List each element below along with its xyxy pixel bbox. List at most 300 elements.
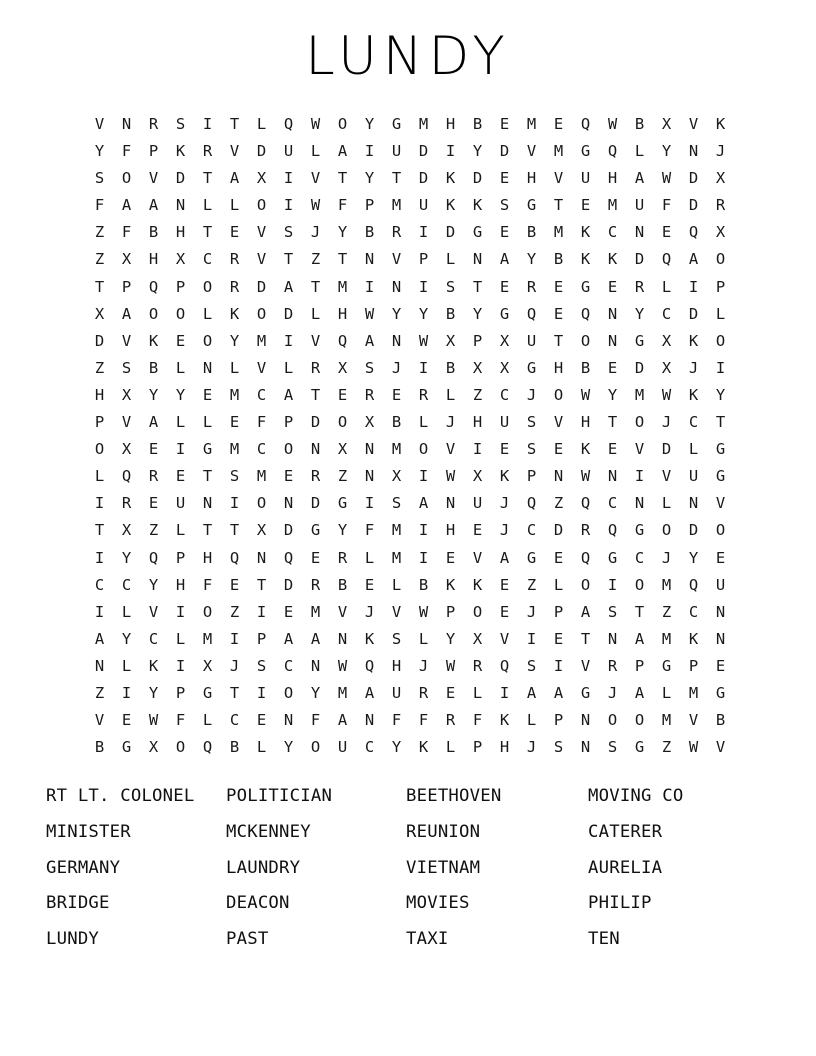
grid-cell: R: [418, 385, 429, 404]
grid-cell: M: [688, 683, 699, 702]
grid-cell: G: [634, 331, 645, 350]
grid-cell: X: [256, 521, 267, 540]
grid-cell: F: [202, 575, 213, 594]
grid-cell: A: [499, 250, 510, 269]
grid-cell: K: [580, 223, 591, 242]
grid-cell: S: [445, 277, 456, 296]
grid-cell: Q: [688, 223, 699, 242]
grid-cell: W: [661, 169, 672, 188]
grid-cell: D: [418, 142, 429, 161]
grid-cell: J: [688, 358, 699, 377]
grid-cell: V: [472, 548, 483, 567]
grid-row: [86, 436, 734, 463]
grid-cell: J: [499, 494, 510, 513]
grid-cell: G: [715, 467, 726, 486]
grid-cell: O: [661, 521, 672, 540]
grid-cell: V: [94, 115, 105, 133]
grid-cell: P: [472, 738, 483, 757]
grid-row: [86, 734, 734, 761]
grid-cell: D: [634, 250, 645, 269]
grid-cell: L: [310, 142, 321, 161]
grid-cell: T: [229, 115, 240, 133]
grid-cell: O: [283, 440, 294, 459]
grid-cell: E: [499, 169, 510, 188]
grid-cell: L: [661, 277, 672, 296]
grid-cell: F: [661, 196, 672, 215]
grid-cell: L: [445, 738, 456, 757]
grid-cell: H: [175, 575, 186, 594]
grid-cell: K: [472, 196, 483, 215]
grid-cell: P: [121, 277, 132, 296]
grid-cell: S: [553, 738, 564, 757]
grid-cell: G: [499, 304, 510, 323]
grid-cell: K: [607, 250, 618, 269]
grid-cell: E: [364, 575, 375, 594]
grid-cell: I: [229, 494, 240, 513]
grid-row: [86, 301, 734, 328]
grid-cell: L: [229, 358, 240, 377]
grid-cell: Q: [364, 656, 375, 675]
grid-cell: I: [175, 602, 186, 621]
grid-cell: O: [472, 602, 483, 621]
grid-cell: S: [499, 196, 510, 215]
grid-cell: U: [499, 413, 510, 432]
grid-row: [86, 328, 734, 355]
grid-row: [86, 517, 734, 544]
grid-cell: P: [445, 602, 456, 621]
grid-cell: O: [94, 440, 105, 459]
grid-cell: T: [94, 277, 105, 296]
grid-cell: J: [499, 521, 510, 540]
grid-cell: E: [607, 440, 618, 459]
word-list-item: MOVIES: [406, 893, 470, 914]
grid-cell: K: [688, 629, 699, 648]
grid-cell: M: [661, 575, 672, 594]
grid-cell: L: [391, 575, 402, 594]
grid-cell: D: [283, 575, 294, 594]
grid-cell: F: [121, 142, 132, 161]
grid-cell: P: [175, 277, 186, 296]
grid-cell: C: [256, 440, 267, 459]
grid-cell: Y: [229, 331, 240, 350]
grid-cell: X: [472, 358, 483, 377]
grid-cell: W: [580, 385, 591, 404]
grid-cell: I: [94, 494, 105, 513]
grid-cell: F: [391, 711, 402, 730]
grid-cell: O: [418, 440, 429, 459]
grid-cell: T: [310, 385, 321, 404]
grid-cell: H: [94, 385, 105, 404]
grid-cell: V: [256, 358, 267, 377]
grid-cell: E: [553, 548, 564, 567]
grid-row: [86, 165, 734, 192]
grid-cell: H: [472, 413, 483, 432]
grid-cell: O: [256, 304, 267, 323]
grid-cell: P: [94, 413, 105, 432]
grid-cell: G: [580, 277, 591, 296]
grid-cell: R: [607, 656, 618, 675]
grid-cell: L: [202, 413, 213, 432]
grid-cell: K: [688, 331, 699, 350]
grid-cell: S: [121, 358, 132, 377]
grid-cell: E: [553, 440, 564, 459]
grid-cell: Y: [526, 250, 537, 269]
grid-row: [86, 626, 734, 653]
grid-cell: G: [526, 196, 537, 215]
grid-cell: N: [364, 467, 375, 486]
grid-cell: G: [526, 548, 537, 567]
grid-cell: Z: [94, 223, 105, 242]
grid-cell: I: [364, 277, 375, 296]
grid-cell: Y: [148, 683, 159, 702]
grid-cell: T: [391, 169, 402, 188]
grid-cell: O: [580, 331, 591, 350]
grid-cell: V: [121, 413, 132, 432]
grid-cell: F: [256, 413, 267, 432]
grid-cell: X: [661, 115, 672, 133]
grid-cell: Z: [526, 575, 537, 594]
grid-row: [86, 355, 734, 382]
grid-cell: F: [175, 711, 186, 730]
grid-cell: Q: [607, 521, 618, 540]
grid-cell: O: [634, 711, 645, 730]
grid-cell: A: [337, 142, 348, 161]
grid-cell: X: [715, 169, 726, 188]
grid-cell: A: [364, 331, 375, 350]
grid-cell: T: [337, 169, 348, 188]
grid-row: [86, 707, 734, 734]
grid-cell: V: [94, 711, 105, 730]
grid-cell: A: [121, 196, 132, 215]
grid-cell: B: [148, 358, 159, 377]
grid-cell: R: [715, 196, 726, 215]
grid-cell: S: [364, 358, 375, 377]
grid-cell: W: [445, 467, 456, 486]
grid-row: [86, 680, 734, 707]
grid-cell: O: [634, 575, 645, 594]
grid-cell: T: [229, 521, 240, 540]
grid-cell: B: [337, 575, 348, 594]
grid-cell: Q: [283, 548, 294, 567]
grid-row: [86, 111, 734, 138]
grid-cell: G: [715, 440, 726, 459]
grid-cell: I: [526, 629, 537, 648]
grid-cell: O: [175, 304, 186, 323]
word-list-item: RT LT. COLONEL: [46, 786, 195, 806]
grid-cell: Q: [580, 304, 591, 323]
grid-cell: Q: [148, 277, 159, 296]
grid-cell: E: [607, 358, 618, 377]
grid-cell: N: [688, 142, 699, 161]
grid-cell: M: [391, 196, 402, 215]
grid-cell: K: [418, 738, 429, 757]
grid-cell: A: [553, 683, 564, 702]
grid-cell: N: [607, 304, 618, 323]
grid-cell: K: [499, 711, 510, 730]
word-list-row: [46, 851, 772, 887]
grid-cell: B: [472, 115, 483, 133]
grid-cell: T: [283, 250, 294, 269]
grid-cell: E: [472, 521, 483, 540]
grid-cell: M: [391, 440, 402, 459]
word-list-item: CATERER: [588, 821, 663, 842]
grid-cell: L: [94, 467, 105, 486]
grid-cell: C: [526, 521, 537, 540]
grid-cell: I: [688, 277, 699, 296]
grid-cell: D: [634, 358, 645, 377]
grid-cell: F: [337, 196, 348, 215]
grid-cell: I: [553, 656, 564, 675]
grid-cell: L: [715, 304, 726, 323]
grid-cell: D: [283, 304, 294, 323]
grid-cell: T: [202, 223, 213, 242]
grid-cell: L: [202, 304, 213, 323]
grid-cell: D: [688, 196, 699, 215]
grid-cell: O: [202, 602, 213, 621]
grid-cell: J: [391, 358, 402, 377]
grid-cell: N: [391, 331, 402, 350]
grid-cell: B: [580, 358, 591, 377]
grid-cell: X: [661, 358, 672, 377]
grid-cell: V: [391, 602, 402, 621]
grid-cell: J: [364, 602, 375, 621]
grid-row: [86, 192, 734, 219]
grid-cell: D: [310, 494, 321, 513]
grid-cell: V: [256, 223, 267, 242]
grid-cell: Z: [661, 738, 672, 757]
grid-cell: J: [715, 142, 726, 161]
grid-cell: I: [364, 142, 375, 161]
grid-cell: M: [229, 440, 240, 459]
grid-cell: K: [148, 331, 159, 350]
grid-cell: Y: [148, 575, 159, 594]
grid-cell: K: [148, 656, 159, 675]
grid-cell: H: [580, 413, 591, 432]
grid-cell: T: [634, 602, 645, 621]
grid-cell: E: [148, 494, 159, 513]
grid-cell: F: [121, 223, 132, 242]
grid-cell: N: [634, 223, 645, 242]
grid-cell: A: [634, 683, 645, 702]
grid-cell: E: [553, 304, 564, 323]
grid-row: [86, 274, 734, 301]
grid-cell: X: [337, 358, 348, 377]
grid-cell: D: [256, 277, 267, 296]
grid-cell: N: [688, 494, 699, 513]
grid-cell: I: [472, 440, 483, 459]
grid-cell: J: [661, 413, 672, 432]
grid-cell: Y: [364, 169, 375, 188]
grid-cell: I: [418, 467, 429, 486]
grid-cell: K: [445, 196, 456, 215]
grid-cell: Q: [661, 250, 672, 269]
grid-cell: P: [553, 711, 564, 730]
grid-cell: P: [175, 548, 186, 567]
grid-cell: W: [310, 115, 321, 133]
grid-cell: O: [283, 683, 294, 702]
grid-cell: H: [337, 304, 348, 323]
grid-cell: V: [337, 602, 348, 621]
grid-cell: E: [175, 331, 186, 350]
grid-cell: E: [283, 602, 294, 621]
grid-cell: V: [148, 602, 159, 621]
grid-cell: Q: [580, 494, 591, 513]
grid-cell: S: [229, 467, 240, 486]
grid-cell: Y: [121, 629, 132, 648]
grid-cell: W: [661, 385, 672, 404]
grid-cell: M: [391, 548, 402, 567]
grid-cell: E: [256, 711, 267, 730]
grid-cell: T: [553, 196, 564, 215]
grid-row: [86, 246, 734, 273]
grid-cell: Z: [661, 602, 672, 621]
grid-cell: L: [175, 521, 186, 540]
word-list-row: [46, 815, 772, 851]
grid-cell: L: [688, 440, 699, 459]
word-list-item: PHILIP: [588, 893, 652, 914]
grid-cell: P: [175, 683, 186, 702]
grid-cell: W: [607, 115, 618, 133]
grid-cell: H: [445, 115, 456, 133]
grid-cell: I: [175, 440, 186, 459]
grid-cell: D: [445, 223, 456, 242]
grid-cell: M: [256, 331, 267, 350]
grid-cell: R: [580, 521, 591, 540]
grid-row: [86, 409, 734, 436]
grid-cell: V: [310, 169, 321, 188]
grid-cell: E: [715, 548, 726, 567]
grid-cell: E: [445, 683, 456, 702]
grid-cell: X: [472, 467, 483, 486]
grid-cell: X: [121, 385, 132, 404]
grid-cell: J: [418, 656, 429, 675]
grid-cell: J: [661, 548, 672, 567]
grid-cell: N: [580, 738, 591, 757]
grid-cell: V: [688, 711, 699, 730]
grid-cell: I: [418, 548, 429, 567]
grid-cell: E: [499, 277, 510, 296]
grid-cell: Q: [202, 738, 213, 757]
grid-cell: E: [499, 223, 510, 242]
grid-cell: E: [499, 440, 510, 459]
grid-row: [86, 382, 734, 409]
grid-cell: K: [445, 169, 456, 188]
grid-cell: L: [634, 142, 645, 161]
grid-cell: Y: [337, 521, 348, 540]
grid-cell: L: [256, 738, 267, 757]
grid-cell: X: [364, 413, 375, 432]
grid-cell: H: [391, 656, 402, 675]
grid-cell: V: [715, 738, 726, 757]
grid-cell: V: [715, 494, 726, 513]
grid-cell: C: [148, 629, 159, 648]
grid-cell: Z: [337, 467, 348, 486]
grid-cell: R: [526, 277, 537, 296]
grid-cell: I: [715, 358, 726, 377]
grid-cell: M: [526, 115, 537, 133]
grid-cell: I: [256, 602, 267, 621]
word-list-item: BEETHOVEN: [406, 786, 502, 806]
grid-cell: D: [472, 169, 483, 188]
grid-cell: H: [553, 358, 564, 377]
grid-cell: X: [121, 250, 132, 269]
grid-cell: P: [715, 277, 726, 296]
grid-cell: R: [121, 494, 132, 513]
grid-cell: Y: [364, 115, 375, 133]
grid-cell: C: [661, 304, 672, 323]
grid-cell: L: [256, 115, 267, 133]
grid-cell: Y: [283, 738, 294, 757]
grid-cell: N: [607, 331, 618, 350]
grid-cell: S: [607, 738, 618, 757]
grid-cell: A: [634, 169, 645, 188]
grid-cell: P: [283, 413, 294, 432]
grid-cell: M: [634, 385, 645, 404]
grid-cell: N: [364, 440, 375, 459]
grid-cell: H: [445, 521, 456, 540]
grid-cell: Y: [445, 629, 456, 648]
grid-cell: Q: [121, 467, 132, 486]
grid-cell: T: [715, 413, 726, 432]
grid-cell: W: [364, 304, 375, 323]
grid-cell: Y: [391, 738, 402, 757]
grid-cell: G: [391, 115, 402, 133]
grid-cell: L: [472, 683, 483, 702]
grid-cell: M: [391, 521, 402, 540]
grid-cell: U: [472, 494, 483, 513]
grid-cell: O: [121, 169, 132, 188]
grid-cell: T: [337, 250, 348, 269]
grid-cell: X: [121, 440, 132, 459]
grid-cell: T: [202, 521, 213, 540]
grid-cell: V: [553, 413, 564, 432]
grid-cell: F: [94, 196, 105, 215]
grid-cell: M: [661, 711, 672, 730]
grid-cell: J: [310, 223, 321, 242]
grid-cell: E: [121, 711, 132, 730]
grid-cell: J: [526, 602, 537, 621]
grid-cell: C: [229, 711, 240, 730]
grid-cell: Y: [94, 142, 105, 161]
grid-cell: I: [175, 656, 186, 675]
grid-cell: O: [256, 196, 267, 215]
grid-cell: C: [202, 250, 213, 269]
grid-cell: E: [499, 575, 510, 594]
grid-cell: N: [445, 494, 456, 513]
grid-cell: T: [310, 277, 321, 296]
grid-cell: I: [634, 467, 645, 486]
word-list-row: [46, 779, 772, 815]
grid-cell: S: [283, 223, 294, 242]
grid-cell: Y: [634, 304, 645, 323]
grid-cell: V: [553, 169, 564, 188]
grid-cell: R: [229, 277, 240, 296]
grid-cell: M: [553, 223, 564, 242]
grid-cell: P: [472, 331, 483, 350]
grid-cell: N: [634, 494, 645, 513]
grid-cell: X: [94, 304, 105, 323]
grid-cell: I: [418, 358, 429, 377]
grid-cell: P: [364, 196, 375, 215]
grid-cell: I: [94, 602, 105, 621]
grid-cell: V: [661, 467, 672, 486]
grid-cell: M: [337, 277, 348, 296]
grid-cell: K: [445, 575, 456, 594]
grid-cell: C: [499, 385, 510, 404]
word-list-item: VIETNAM: [406, 857, 481, 878]
grid-row: [86, 219, 734, 246]
grid-cell: T: [580, 629, 591, 648]
